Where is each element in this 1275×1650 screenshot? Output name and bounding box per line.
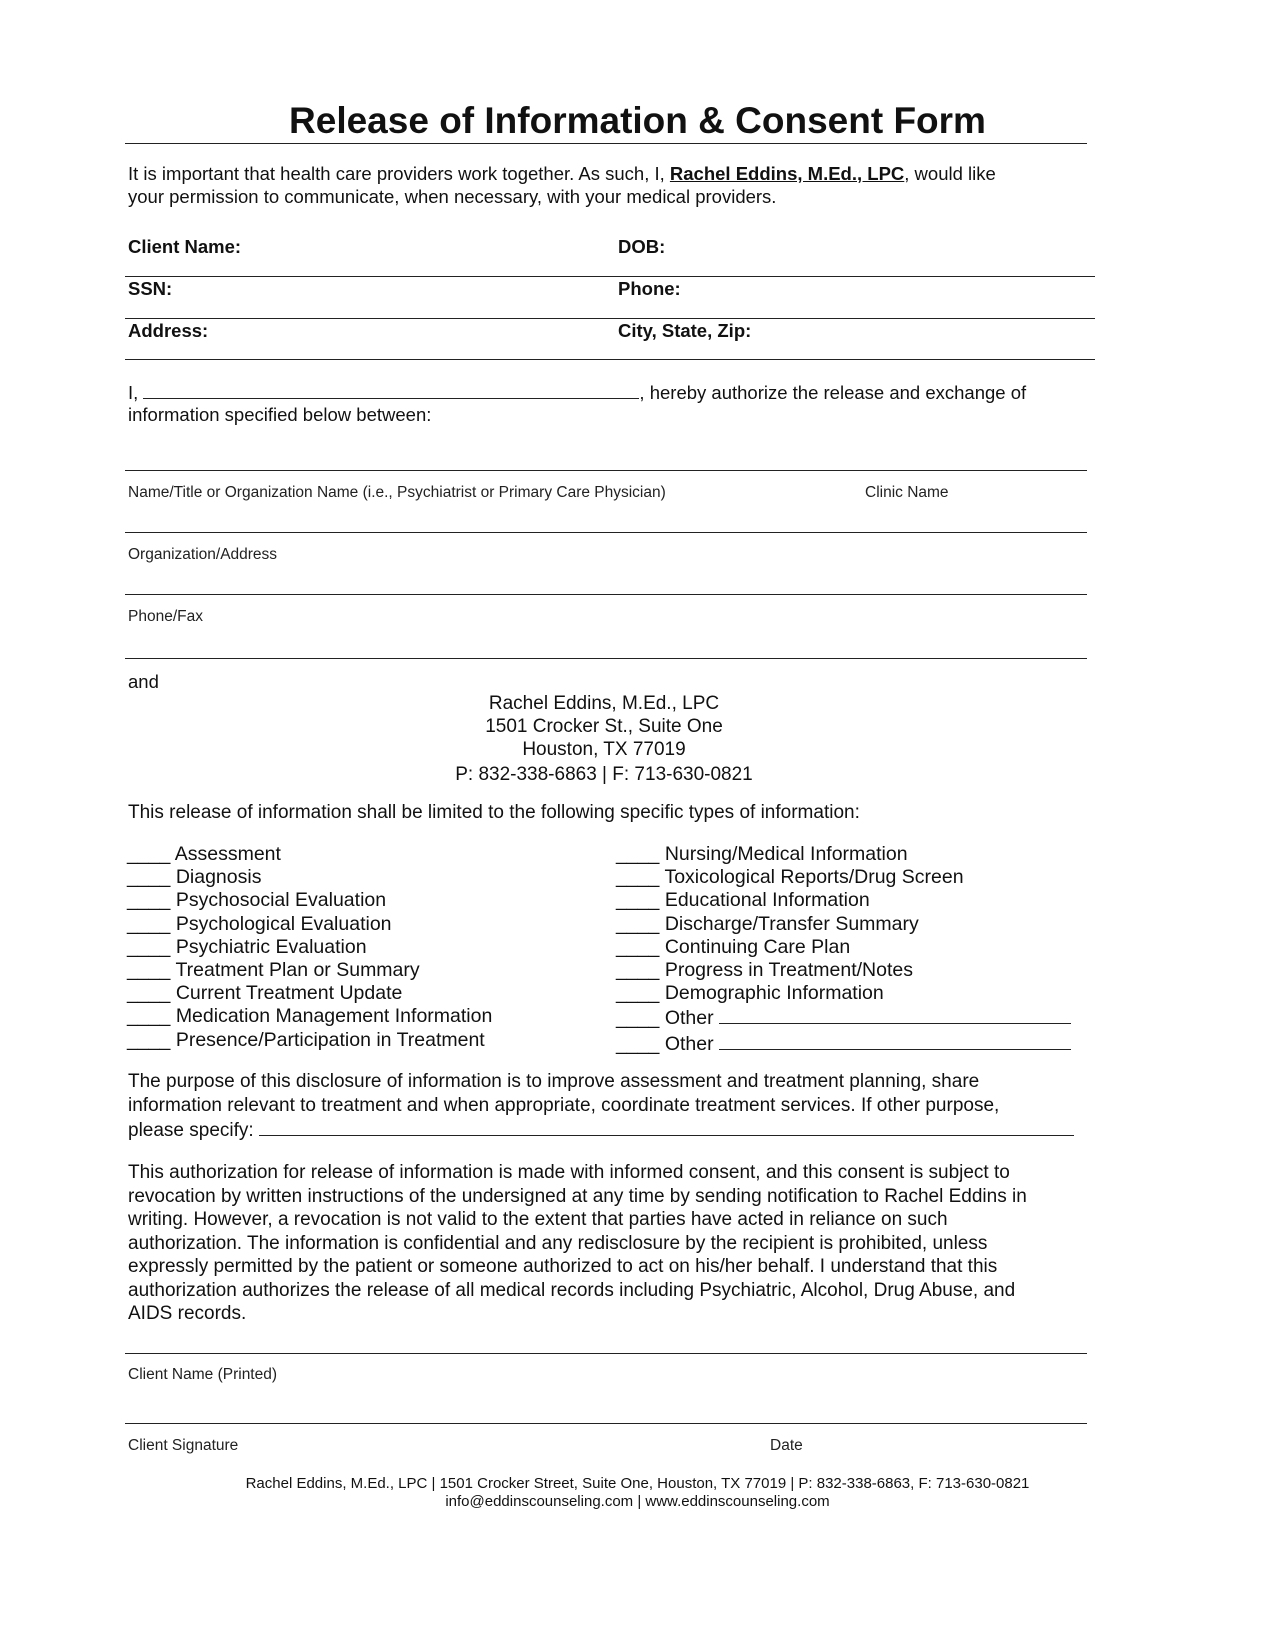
provider-block-name: Rachel Eddins, M.Ed., LPC	[488, 693, 720, 714]
client-name-label: Client Name:	[128, 236, 242, 257]
checklist-item-label: Nursing/Medical Information	[664, 843, 908, 865]
phone-fax-label: Phone/Fax	[128, 608, 203, 625]
purpose-line-1: The purpose of this disclosure of information is to improve assessment and treatment planning, share	[128, 1071, 980, 1092]
phone-label: Phone:	[618, 278, 681, 299]
clinic-name-label: Clinic Name	[865, 484, 949, 501]
checklist-item[interactable]: ____ Demographic Information	[616, 982, 884, 1005]
purpose-specify-blank[interactable]	[259, 1117, 1074, 1136]
intro-line-2: your permission to communicate, when necessary, with your medical providers.	[128, 186, 777, 207]
form-title: Release of Information & Consent Form	[289, 100, 986, 141]
checklist-item-label: Psychiatric Evaluation	[175, 935, 367, 958]
checklist-item[interactable]: ____ Assessment	[127, 843, 281, 865]
consent-line: expressly permitted by the patient or someone authorized to act on his/her behalf. I understand that this	[128, 1256, 998, 1277]
purpose-line-2: information relevant to treatment and when appropriate, coordinate treatment services. If other purpose,	[128, 1094, 1000, 1116]
address-line[interactable]	[125, 359, 1095, 360]
consent-line: revocation by written instructions of the undersigned at any time by sending notification to Rachel Eddins in	[128, 1185, 1027, 1207]
client-name-line[interactable]	[125, 276, 1095, 277]
purpose-line-3	[128, 1117, 1074, 1143]
org-address-label: Organization/Address	[128, 546, 278, 563]
provider-name: Rachel Eddins, M.Ed., LPC	[669, 163, 905, 184]
other-specify-blank[interactable]	[719, 1031, 1071, 1050]
phone-fax-line[interactable]	[125, 594, 1087, 595]
intro-text-2: , would like	[904, 163, 996, 184]
intro-text-1: It is important that health care providers work together. As such, I,	[128, 163, 670, 184]
client-signature-line[interactable]	[125, 1423, 1087, 1424]
checklist-item-label: Current Treatment Update	[175, 982, 403, 1005]
checklist-item[interactable]: ____ Other	[616, 1031, 1071, 1056]
client-name-printed-line[interactable]	[125, 1353, 1087, 1354]
provider-block-contact: P: 832-338-6863 | F: 713-630-0821	[455, 764, 753, 785]
types-intro: This release of information shall be limited to the following specific types of information:	[128, 802, 860, 823]
checklist-item[interactable]: ____ Medication Management Information	[127, 1005, 493, 1028]
checklist-item[interactable]: ____ Progress in Treatment/Notes	[616, 959, 913, 982]
checklist-item-label: Discharge/Transfer Summary	[664, 912, 919, 935]
checklist-item-label: Educational Information	[664, 889, 870, 912]
other-specify-blank[interactable]	[719, 1005, 1071, 1024]
checklist-item[interactable]: ____ Educational Information	[616, 889, 870, 912]
provider-block	[404, 692, 804, 786]
ssn-label: SSN:	[128, 278, 173, 299]
consent-line: This authorization for release of information is made with informed consent, and this consent is subject to	[128, 1162, 1010, 1183]
consent-paragraph	[128, 1161, 1027, 1326]
purpose-specify-label: please specify:	[128, 1120, 259, 1141]
checklist-item-label: Medication Management Information	[175, 1005, 493, 1028]
checklist-item[interactable]: ____ Diagnosis	[127, 866, 262, 889]
checklist-item[interactable]: ____ Psychological Evaluation	[127, 912, 392, 935]
checklist-item[interactable]: ____ Treatment Plan or Summary	[127, 959, 420, 982]
name-title-label: Name/Title or Organization Name (i.e., Psychiatrist or Primary Care Physician)	[128, 484, 666, 501]
checklist-item-label: Toxicological Reports/Drug Screen	[664, 866, 964, 889]
provider-block-city: Houston, TX 77019	[522, 739, 686, 760]
client-signature-label: Client Signature	[128, 1437, 239, 1454]
footer-address: Rachel Eddins, M.Ed., LPC | 1501 Crocker Street, Suite One, Houston, TX 77019 | P: 832-338-6863, F: 713-630-0821	[245, 1475, 1030, 1492]
checklist-item[interactable]: ____ Current Treatment Update	[127, 982, 403, 1005]
checklist-item-label: Treatment Plan or Summary	[175, 959, 420, 982]
ssn-line[interactable]	[125, 318, 1095, 319]
checklist-item[interactable]: ____ Other	[616, 1005, 1071, 1030]
consent-line: authorization authorizes the release of all medical records including Psychiatric, Alcohol, Drug Abuse, and	[128, 1279, 1016, 1301]
checklist-right	[616, 843, 1071, 1056]
authorization-line-2: information specified below between:	[128, 404, 432, 425]
dob-label: DOB:	[618, 236, 666, 257]
checklist-item-label: Other	[664, 1032, 714, 1055]
consent-line: AIDS records.	[128, 1303, 247, 1324]
checklist-item-label: Diagnosis	[175, 866, 262, 889]
and-label: and	[128, 671, 159, 692]
recipient-name-line[interactable]	[125, 470, 1087, 471]
purpose-paragraph	[128, 1070, 1074, 1143]
authorization-prefix: I,	[128, 382, 144, 403]
checklist-item[interactable]: ____ Continuing Care Plan	[616, 935, 851, 958]
checklist-item-label: Presence/Participation in Treatment	[175, 1028, 485, 1051]
city-state-zip-label: City, State, Zip:	[618, 320, 752, 341]
checklist-item[interactable]: ____ Psychiatric Evaluation	[127, 935, 367, 958]
checklist-item[interactable]: ____ Nursing/Medical Information	[616, 843, 908, 865]
consent-line: writing. However, a revocation is not valid to the extent that parties have acted in reliance on such	[128, 1209, 948, 1230]
title-rule	[125, 143, 1087, 144]
date-label: Date	[770, 1437, 803, 1454]
consent-line: authorization. The information is confidential and any redisclosure by the recipient is prohibited, unless	[128, 1232, 988, 1254]
org-address-line[interactable]	[125, 532, 1087, 533]
authorization-suffix: , hereby authorize the release and exchange of	[639, 382, 1027, 403]
and-divider	[125, 658, 1087, 659]
provider-block-street: 1501 Crocker St., Suite One	[485, 716, 723, 737]
authorizer-name-blank[interactable]	[143, 380, 639, 399]
authorization-line-1	[128, 380, 1026, 405]
checklist-item-label: Assessment	[174, 843, 281, 865]
checklist-item-label: Demographic Information	[664, 982, 884, 1005]
checklist-item[interactable]: ____ Presence/Participation in Treatment	[127, 1028, 485, 1051]
checklist-item[interactable]: ____ Psychosocial Evaluation	[127, 889, 387, 912]
checklist-item[interactable]: ____ Toxicological Reports/Drug Screen	[616, 866, 964, 889]
checklist-item-label: Other	[664, 1007, 714, 1030]
address-label: Address:	[128, 320, 209, 341]
intro-paragraph	[128, 162, 996, 186]
checklist-left	[127, 843, 492, 1052]
checklist-item-label: Psychosocial Evaluation	[175, 889, 387, 912]
checklist-item-label: Progress in Treatment/Notes	[664, 959, 913, 982]
client-name-printed-label: Client Name (Printed)	[128, 1366, 278, 1383]
checklist-item-label: Psychological Evaluation	[175, 912, 392, 935]
footer-web: info@eddinscounseling.com | www.eddinscounseling.com	[445, 1493, 830, 1510]
checklist-item[interactable]: ____ Discharge/Transfer Summary	[616, 912, 919, 935]
checklist-item-label: Continuing Care Plan	[664, 935, 851, 958]
